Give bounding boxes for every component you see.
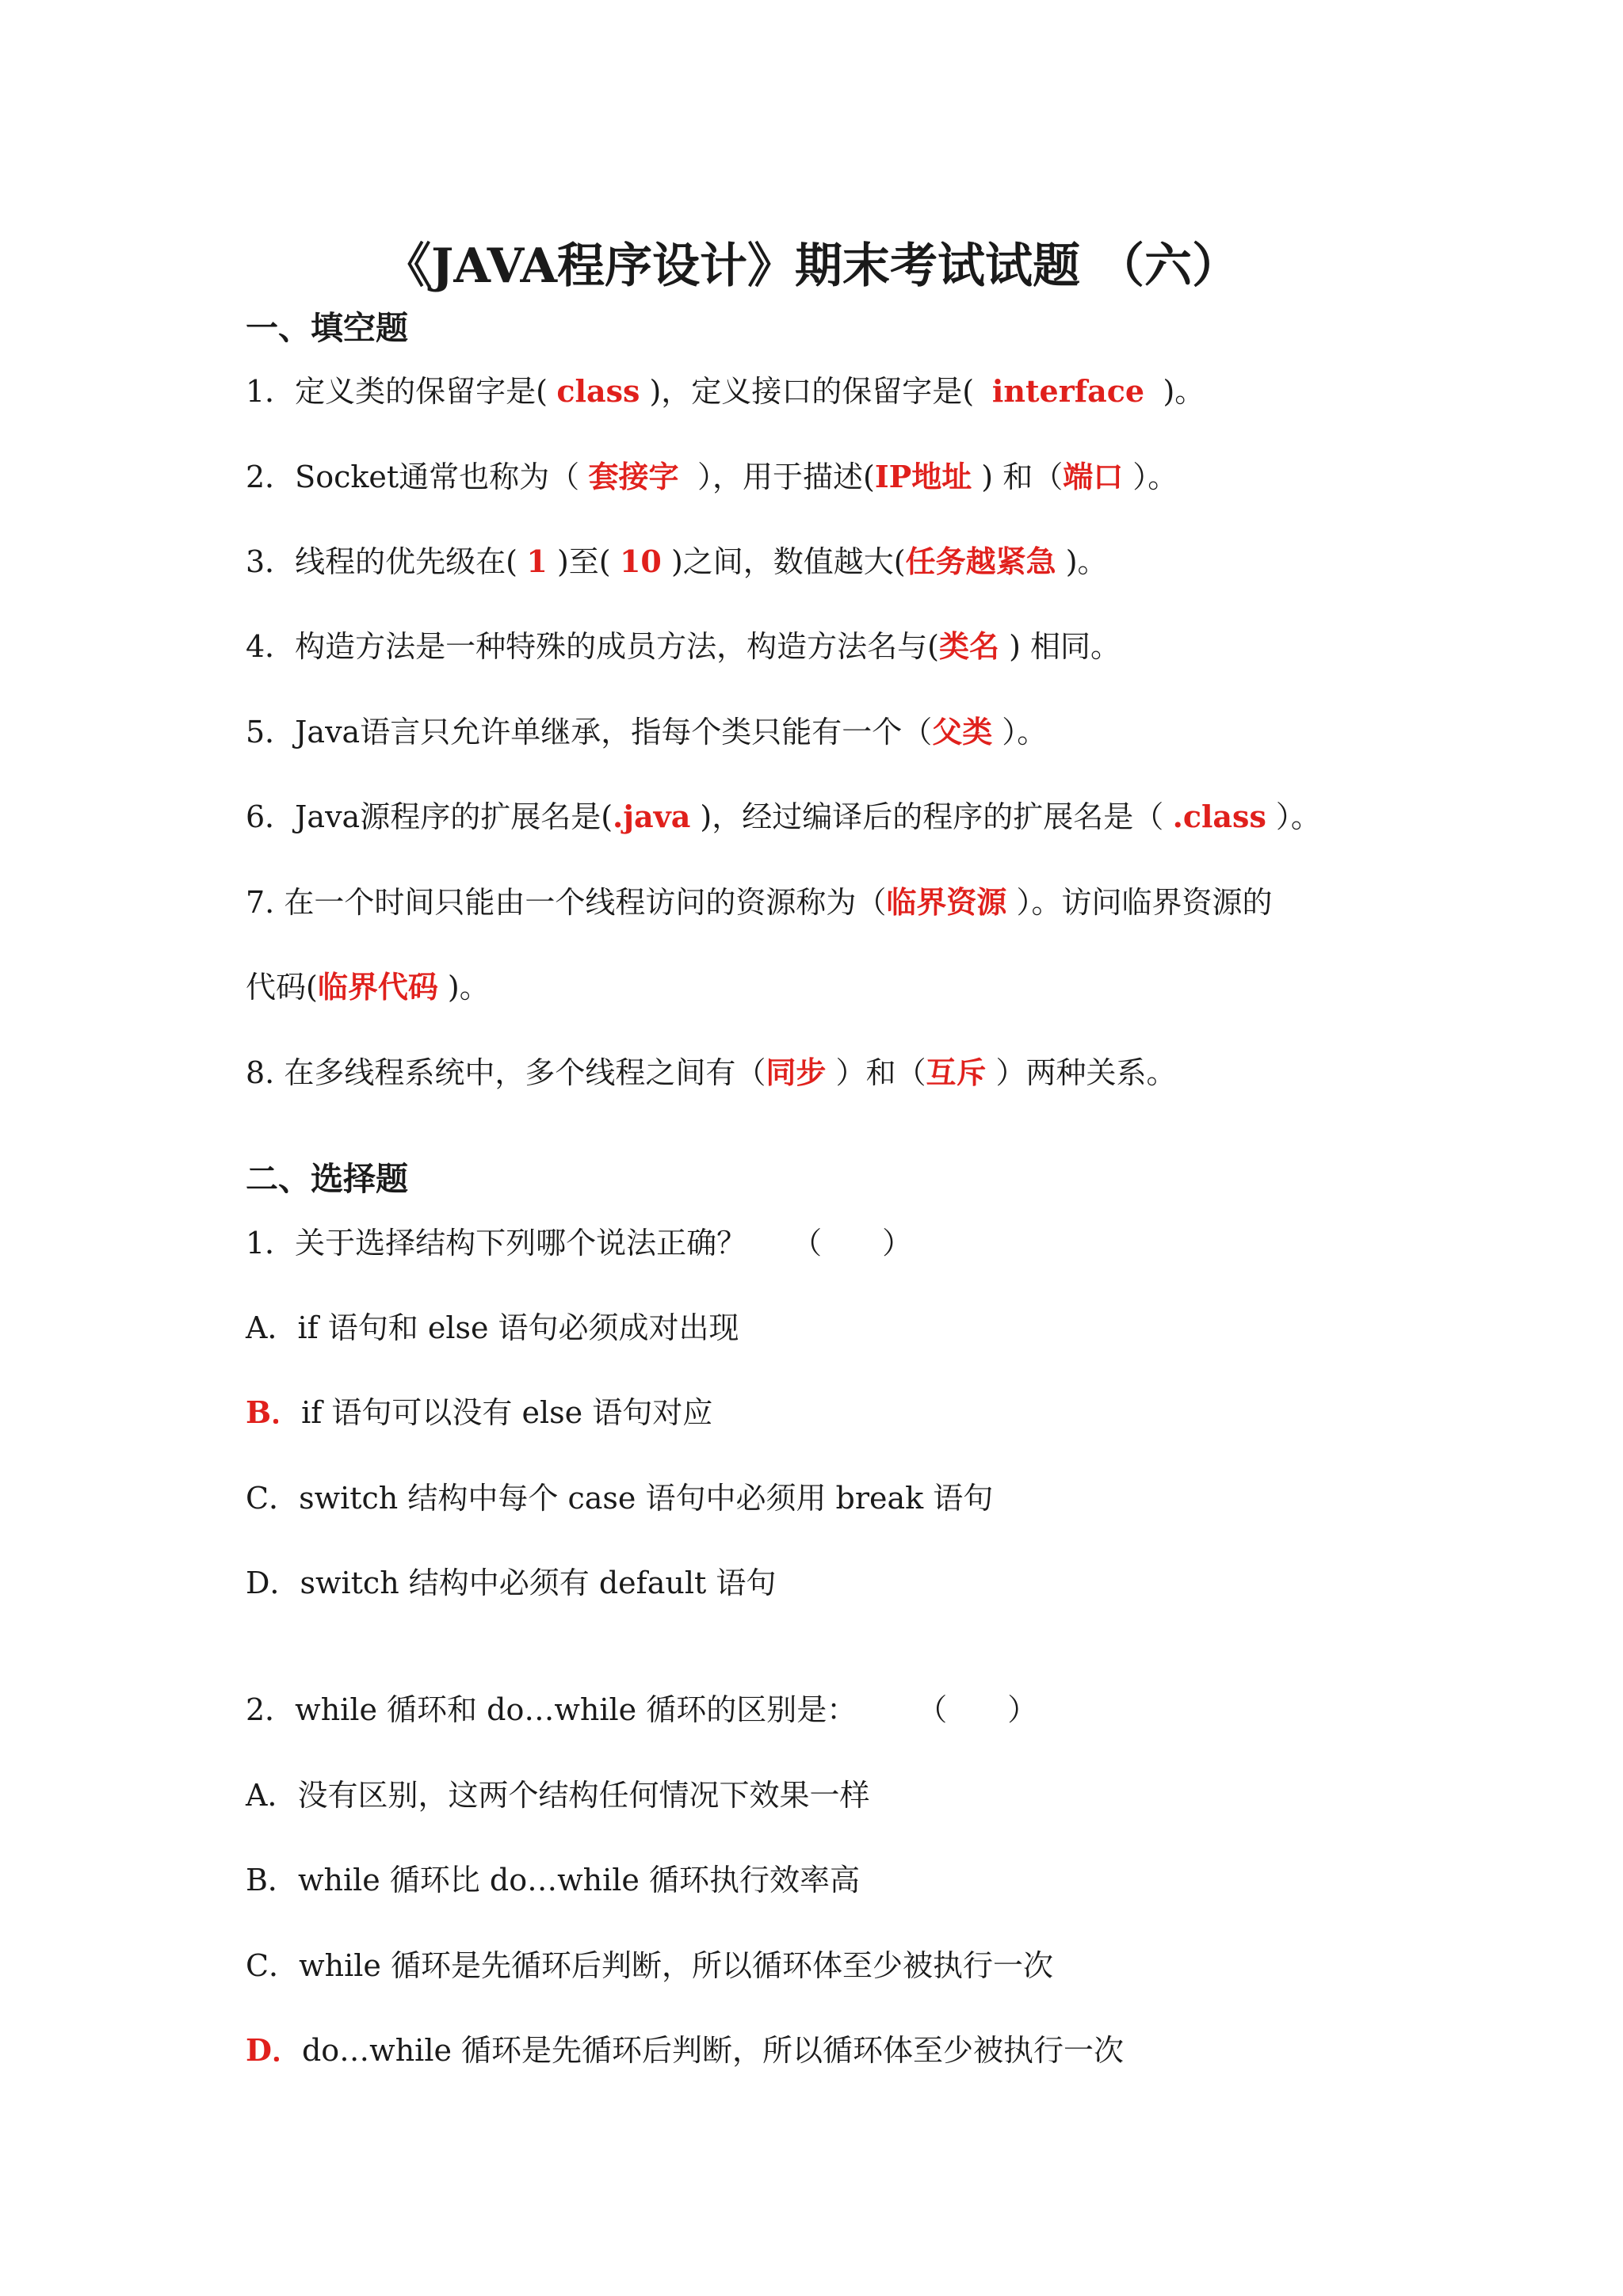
answer: 1 — [526, 543, 548, 579]
section-heading-fill-blank: 一、填空题 — [246, 309, 408, 347]
answer: 任务越紧急 — [905, 543, 1056, 579]
answer: IP地址 — [874, 459, 972, 494]
question-2-option-d-correct: D．do…while 循环是先循环后判断，所以循环体至少被执行一次 — [246, 2032, 1125, 2068]
fill-item-6: 6．Java源程序的扩展名是(.java )，经过编译后的程序的扩展名是（ .class ）。 — [246, 799, 1321, 834]
question-2: 2．while 循环和 do…while 循环的区别是： （ ） — [246, 1692, 1038, 1727]
answer: 10 — [619, 543, 662, 579]
answer: 类名 — [939, 628, 1000, 664]
answer: 端口 — [1063, 459, 1124, 494]
fill-item-2: 2．Socket通常也称为（ 套接字 ），用于描述(IP地址 ) 和（端口 ）。 — [246, 459, 1178, 494]
section-heading-multiple-choice: 二、选择题 — [246, 1160, 408, 1198]
fill-item-1: 1．定义类的保留字是( class )，定义接口的保留字是( interface )。 — [246, 373, 1205, 409]
fill-item-5: 5．Java语言只允许单继承，指每个类只能有一个（父类 ）。 — [246, 714, 1048, 749]
fill-item-8: 8. 在多线程系统中，多个线程之间有（同步 ）和（互斥 ）两种关系。 — [246, 1055, 1177, 1090]
fill-item-7: 7. 在一个时间只能由一个线程访问的资源称为（临界资源 ）。访问临界资源的 — [246, 884, 1273, 920]
correct-option-label: B． — [246, 1394, 302, 1430]
answer: 套接字 — [588, 459, 679, 494]
fill-item-4: 4．构造方法是一种特殊的成员方法，构造方法名与(类名 ) 相同。 — [246, 628, 1121, 664]
answer: 临界资源 — [886, 884, 1007, 920]
answer: interface — [991, 373, 1145, 409]
question-1-option-a: A．if 语句和 else 语句必须成对出现 — [246, 1310, 739, 1345]
question-2-option-b: B．while 循环比 do…while 循环执行效率高 — [246, 1863, 860, 1897]
fill-item-3: 3．线程的优先级在( 1 )至( 10 )之间，数值越大(任务越紧急 )。 — [246, 543, 1108, 579]
page-title: 《JAVA程序设计》期末考试试题 （六） — [384, 238, 1239, 294]
correct-option-label: D． — [246, 2032, 302, 2068]
question-1-option-c: C．switch 结构中每个 case 语句中必须用 break 语句 — [246, 1481, 994, 1516]
question-2-option-a: A．没有区别，这两个结构任何情况下效果一样 — [246, 1778, 870, 1813]
answer: .java — [613, 799, 691, 834]
fill-item-7-continued: 代码(临界代码 )。 — [246, 969, 490, 1005]
answer: .class — [1172, 799, 1266, 834]
answer: class — [556, 373, 640, 409]
question-1-option-d: D．switch 结构中必须有 default 语句 — [246, 1566, 777, 1600]
question-2-option-c: C．while 循环是先循环后判断，所以循环体至少被执行一次 — [246, 1948, 1053, 1983]
answer: 同步 — [766, 1055, 827, 1090]
answer: 互斥 — [926, 1055, 987, 1090]
question-1: 1．关于选择结构下列哪个说法正确？ （ ） — [246, 1226, 913, 1261]
answer: 父类 — [932, 714, 993, 749]
question-1-option-b-correct: B．if 语句可以没有 else 语句对应 — [246, 1394, 713, 1430]
answer: 临界代码 — [317, 969, 438, 1005]
